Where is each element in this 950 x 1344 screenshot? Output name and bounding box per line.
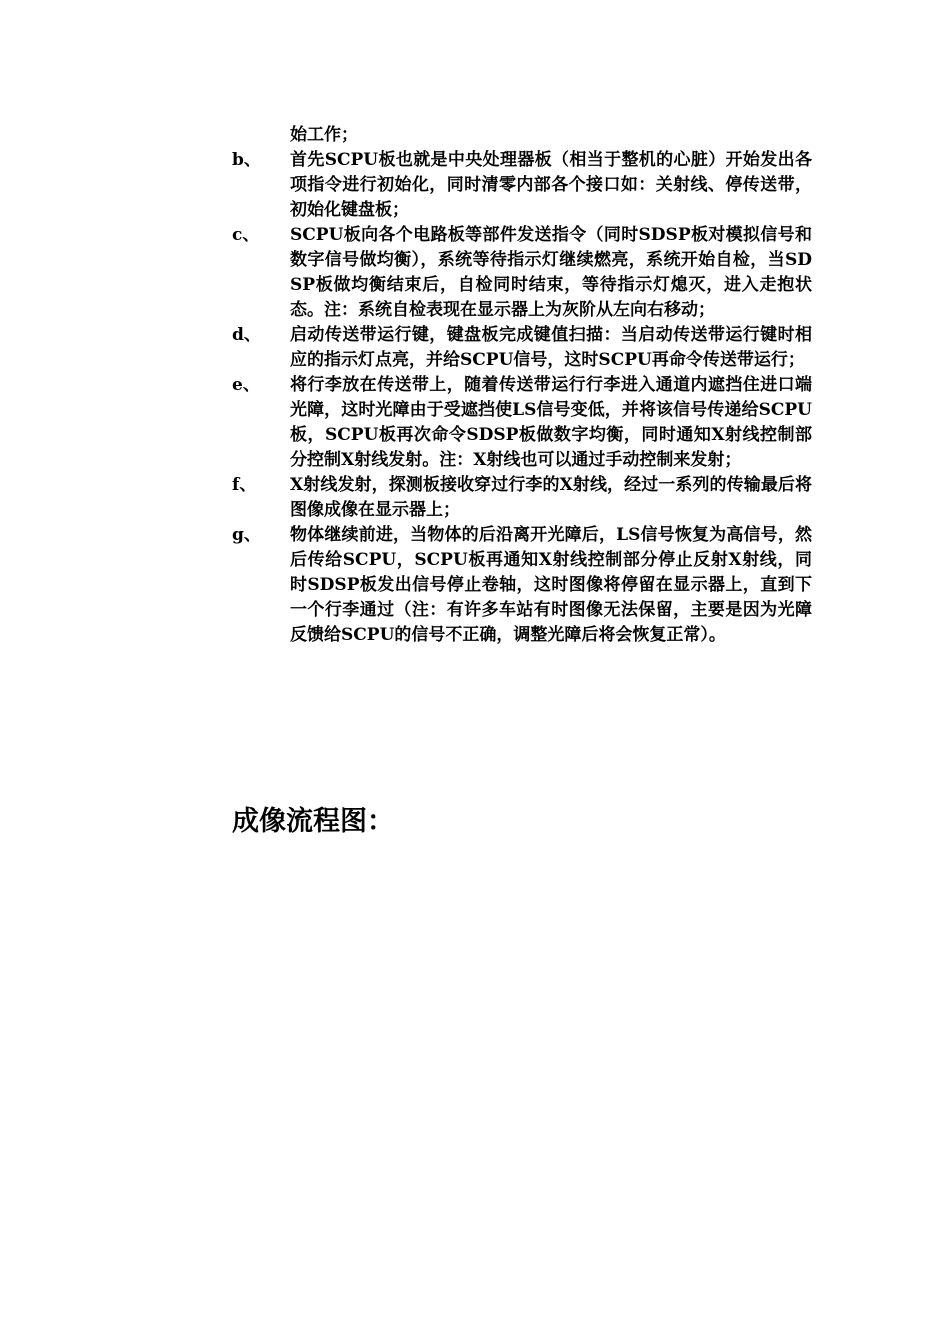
list-item-text: 物体继续前进，当物体的后沿离开光障后，LS信号恢复为高信号，然后传给SCPU，SCPU板再通知X射线控制部分停止反射X射线，同时SDSP板发出信号停止卷轴，这时图像将停留在显示器上，直到下一个行李通过（注：有许多车站有时图像无法保留，主要是因为光障反馈给SCPU的信号不正确，调整光障后将会恢复正常）。 <box>290 525 812 645</box>
list-item-text: X射线发射，探测板接收穿过行李的X射线，经过一系列的传输最后将图像成像在显示器上； <box>290 475 812 520</box>
list-item <box>232 123 812 148</box>
list-item-text: 将行李放在传送带上，随着传送带运行行李进入通道内遮挡住进口端光障，这时光障由于受遮挡使LS信号变低，并将该信号传递给SCPU板，SCPU板再次命令SDSP板做数字均衡，同时通知X射线控制部分控制X射线发射。注：X射线也可以通过手动控制来发射； <box>290 375 812 470</box>
list-item-text: SCPU板向各个电路板等部件发送指令（同时SDSP板对模拟信号和数字信号做均衡），系统等待指示灯继续燃亮，系统开始自检，当SDSP板做均衡结束后，自检同时结束，等待指示灯熄灭，进入走抱状态。注：系统自检表现在显示器上为灰阶从左向右移动； <box>290 225 812 320</box>
list-item-text: 始工作； <box>290 125 358 145</box>
list-item-text: 首先SCPU板也就是中央处理器板（相当于整机的心脏）开始发出各项指令进行初始化，同时清零内部各个接口如：关射线、停传送带，初始化键盘板； <box>290 150 812 220</box>
list-item <box>232 373 812 473</box>
step-list <box>232 123 812 648</box>
section-heading: 成像流程图： <box>232 806 394 837</box>
list-item <box>232 523 812 648</box>
list-item <box>232 473 812 523</box>
list-item-marker: e、 <box>232 375 260 395</box>
list-item <box>232 223 812 323</box>
list-item <box>232 323 812 373</box>
list-item-marker: f、 <box>232 475 257 495</box>
list-item-marker: d、 <box>232 325 261 345</box>
list-item-text: 启动传送带运行键，键盘板完成键值扫描：当启动传送带运行键时相应的指示灯点亮，并给SCPU信号，这时SCPU再命令传送带运行； <box>290 325 812 370</box>
list-item-marker: g、 <box>232 525 261 545</box>
list-item-marker: c、 <box>232 225 260 245</box>
list-item <box>232 148 812 223</box>
list-item-marker: b、 <box>232 150 261 170</box>
